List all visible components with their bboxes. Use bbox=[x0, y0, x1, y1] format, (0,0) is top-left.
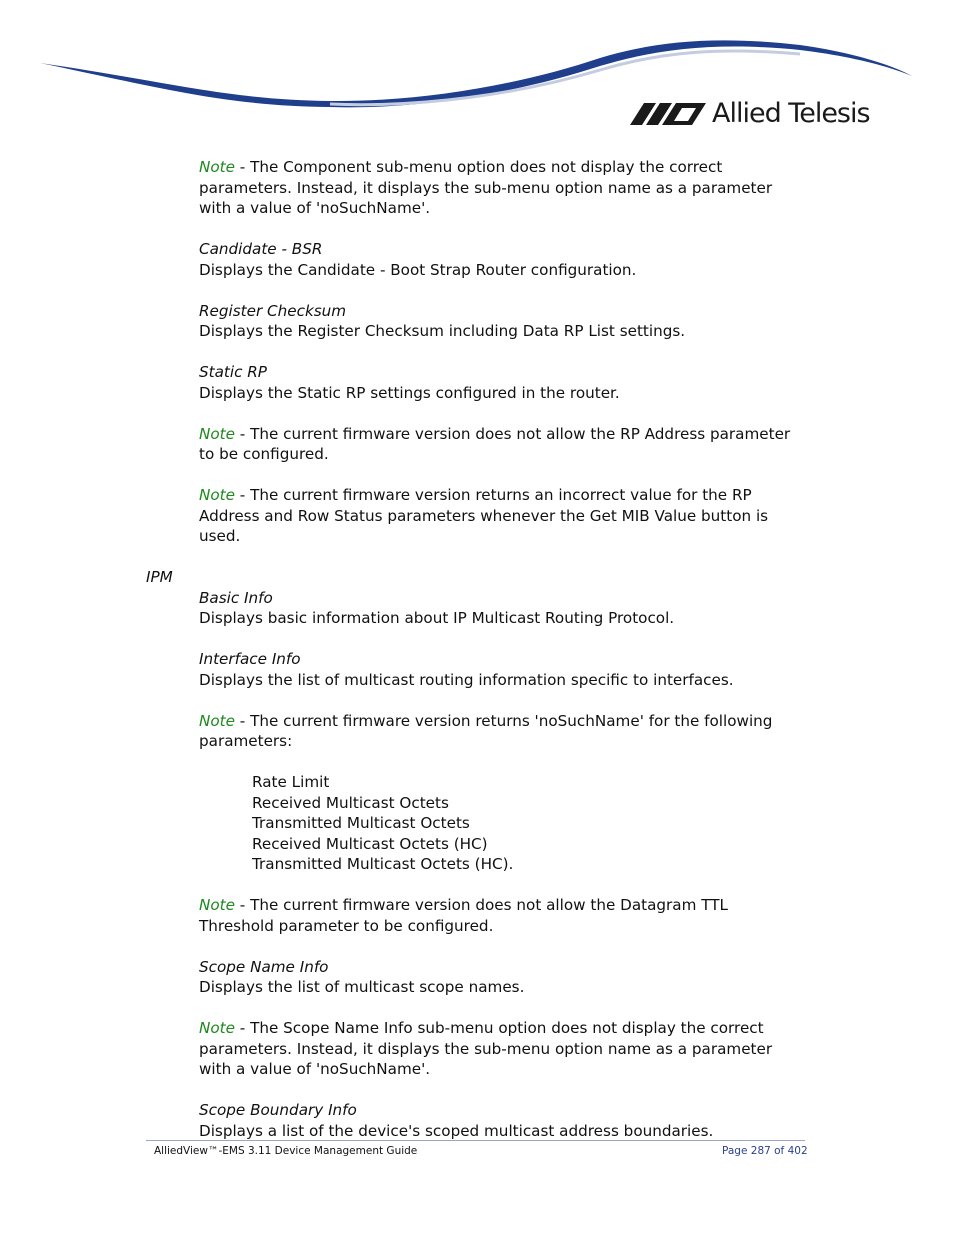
section-register-checksum bbox=[199, 301, 799, 342]
note-text: - The current firmware version does not allow the RP Address parameter to be configured. bbox=[199, 424, 791, 463]
section-title: Register Checksum bbox=[199, 301, 347, 320]
section-scope-boundary-info bbox=[199, 1100, 799, 1141]
note-label: Note bbox=[199, 896, 235, 914]
note-text: - The Component sub-menu option does not display the correct parameters. Instead, it displays the sub-menu option name as a parameter with a value of 'noSuchName'. bbox=[199, 158, 773, 217]
note-nosuchname-params bbox=[199, 711, 799, 752]
section-basic-info bbox=[199, 588, 799, 629]
note-scope-name bbox=[199, 1018, 799, 1080]
section-scope-name-info bbox=[199, 957, 799, 998]
note-text: - The Scope Name Info sub-menu option does not display the correct parameters. Instead, it displays the sub-menu option name as a parameter with a value of 'noSuchName'. bbox=[199, 1019, 773, 1078]
section-title: Static RP bbox=[199, 363, 267, 381]
section-heading: IPM bbox=[146, 568, 173, 586]
note-label: Note bbox=[199, 1019, 235, 1037]
allied-telesis-logo-icon bbox=[630, 103, 706, 125]
note-rp-address bbox=[199, 424, 799, 465]
list-item: Received Multicast Octets bbox=[252, 793, 449, 812]
heading-ipm bbox=[146, 567, 746, 588]
section-title: Basic Info bbox=[199, 588, 273, 607]
section-interface-info bbox=[199, 649, 799, 690]
list-item: Received Multicast Octets (HC) bbox=[252, 834, 488, 853]
note-ttl bbox=[199, 895, 799, 936]
list-item: Rate Limit bbox=[252, 773, 330, 791]
list-item: Transmitted Multicast Octets bbox=[252, 814, 470, 832]
note-label: Note bbox=[199, 158, 235, 176]
section-title: Interface Info bbox=[199, 650, 301, 668]
footer-divider bbox=[146, 1140, 805, 1141]
section-text: Displays the Register Checksum including Data RP List settings. bbox=[199, 322, 686, 340]
section-candidate-bsr bbox=[199, 239, 799, 280]
section-static-rp bbox=[199, 362, 799, 403]
note-label: Note bbox=[199, 711, 235, 730]
section-title: Scope Name Info bbox=[199, 957, 329, 976]
section-title: Candidate - BSR bbox=[199, 240, 323, 258]
section-text: Displays the list of multicast scope names. bbox=[199, 978, 525, 996]
parameter-list bbox=[252, 772, 792, 875]
list-item: Transmitted Multicast Octets (HC). bbox=[252, 855, 514, 873]
section-title: Scope Boundary Info bbox=[199, 1101, 357, 1119]
note-label: Note bbox=[199, 486, 235, 504]
section-text: Displays a list of the device's scoped multicast address boundaries. bbox=[199, 1121, 714, 1140]
brand-name: Allied Telesis bbox=[712, 98, 870, 129]
note-text: - The current firmware version returns an incorrect value for the RP Address and Row Status parameters whenever the Get MIB Value button is used. bbox=[199, 486, 769, 545]
footer-doc-title: AlliedView™-EMS 3.11 Device Management Guide bbox=[154, 1145, 418, 1157]
note-text: - The current firmware version does not allow the Datagram TTL Threshold parameter to be configured. bbox=[199, 896, 728, 935]
section-text: Displays the list of multicast routing information specific to interfaces. bbox=[199, 670, 734, 689]
note-text: - The current firmware version returns 'noSuchName' for the following parameters: bbox=[199, 711, 773, 750]
note-incorrect-value bbox=[199, 485, 799, 547]
section-text: Displays basic information about IP Multicast Routing Protocol. bbox=[199, 609, 675, 627]
section-text: Displays the Static RP settings configured in the router. bbox=[199, 383, 620, 402]
allied-telesis-logo bbox=[630, 100, 870, 127]
note-label: Note bbox=[199, 424, 235, 443]
footer-page-number: Page 287 of 402 bbox=[722, 1145, 808, 1157]
note-component bbox=[199, 157, 799, 219]
section-text: Displays the Candidate - Boot Strap Router configuration. bbox=[199, 260, 637, 279]
